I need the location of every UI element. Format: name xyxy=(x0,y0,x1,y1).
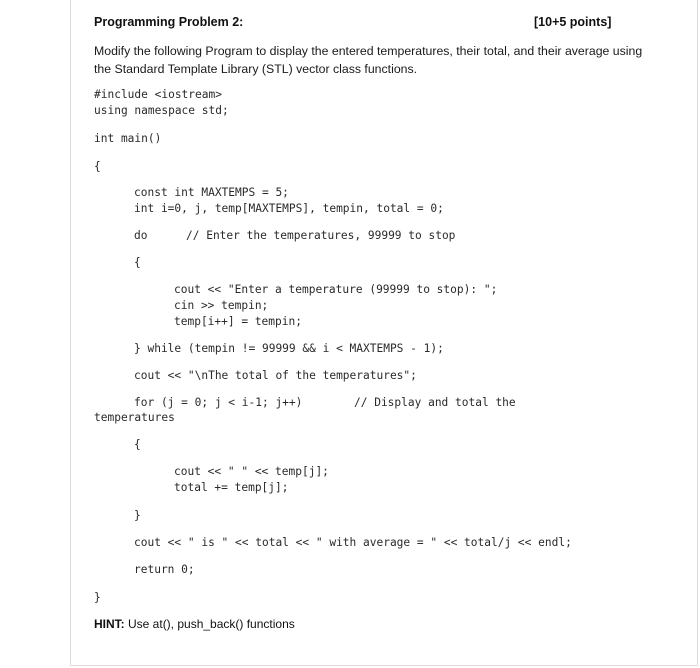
instruction-line-2: the Standard Template Library (STL) vector class functions. xyxy=(94,62,418,76)
instruction-line-1: Modify the following Program to display the entered temperatures, their total, and their average using xyxy=(94,44,643,58)
hint-text: Use at(), push_back() functions xyxy=(124,617,295,631)
code-while: } while (tempin != 99999 && i < MAXTEMPS - 1); xyxy=(134,342,444,355)
code-do-keyword: do xyxy=(134,229,148,242)
code-for-comment-wrap: temperatures xyxy=(94,411,175,424)
code-using: using namespace std; xyxy=(94,104,229,117)
code-open-for: { xyxy=(134,438,141,451)
code-open-main: { xyxy=(94,160,101,173)
points-label: [10+5 points] xyxy=(534,15,612,29)
code-for-comment: // Display and total the xyxy=(354,396,516,409)
code-open-do: { xyxy=(134,256,141,269)
code-close-main: } xyxy=(94,591,101,604)
code-return: return 0; xyxy=(134,563,195,576)
code-cin: cin >> tempin; xyxy=(174,299,269,312)
code-include: #include <iostream> xyxy=(94,88,222,101)
problem-title: Programming Problem 2: xyxy=(94,15,244,29)
hint-label: HINT: xyxy=(94,617,125,631)
code-final-output: cout << " is " << total << " with average = " << total/j << endl; xyxy=(134,536,572,549)
code-decl-vars: int i=0, j, temp[MAXTEMPS], tempin, total = 0; xyxy=(134,202,444,215)
code-close-for: } xyxy=(134,509,141,522)
code-main: int main() xyxy=(94,132,162,145)
code-print-temp: cout << " " << temp[j]; xyxy=(174,465,329,478)
code-prompt: cout << "Enter a temperature (99999 to stop): "; xyxy=(174,283,498,296)
hint-line xyxy=(94,617,295,631)
code-decl-maxtemps: const int MAXTEMPS = 5; xyxy=(134,186,289,199)
code-total-msg: cout << "\nThe total of the temperatures"; xyxy=(134,369,417,382)
code-for: for (j = 0; j < i-1; j++) xyxy=(134,396,303,409)
code-do-comment: // Enter the temperatures, 99999 to stop xyxy=(186,229,456,242)
code-store: temp[i++] = tempin; xyxy=(174,315,302,328)
code-accumulate: total += temp[j]; xyxy=(174,481,289,494)
